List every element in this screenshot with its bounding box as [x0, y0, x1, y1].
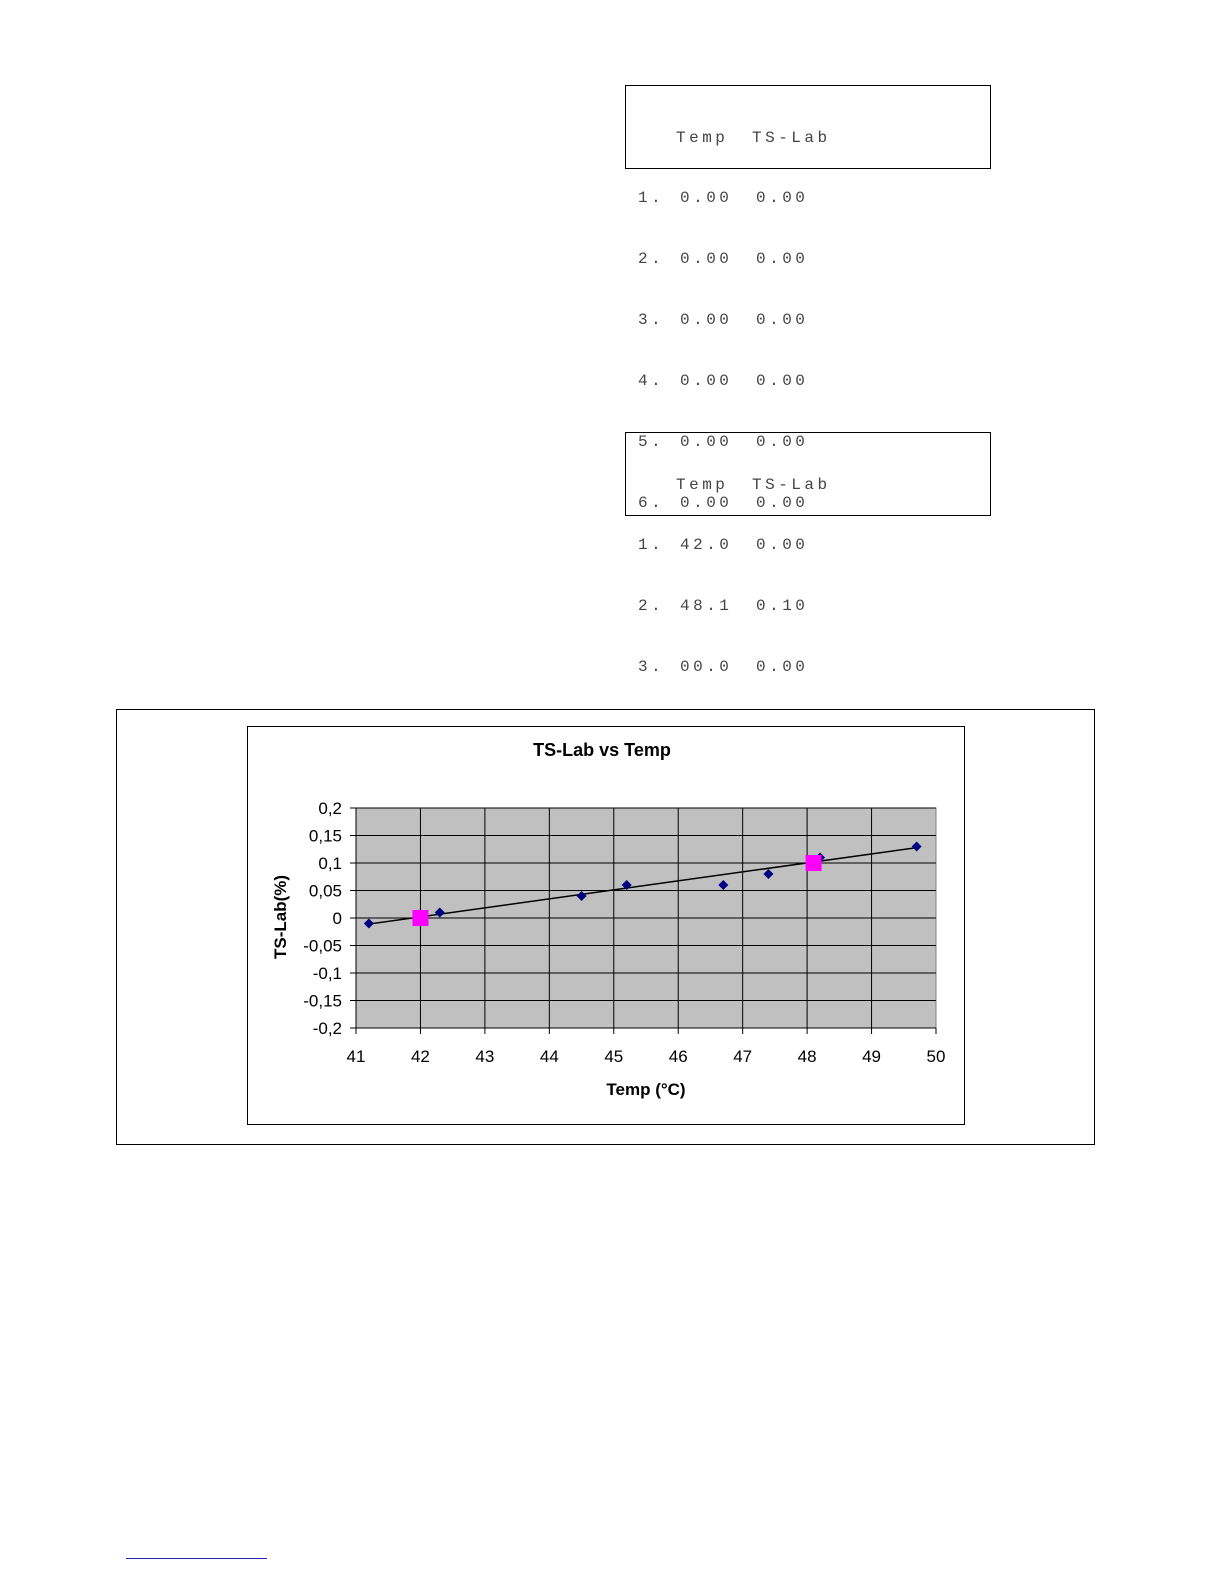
- temp-value: 0.00: [680, 311, 733, 330]
- ts-lab-value: 0.00: [756, 658, 809, 677]
- temp-value: 42.0: [680, 536, 733, 555]
- x-tick-label: 46: [668, 1047, 688, 1066]
- temp-value: 0.00: [680, 250, 733, 269]
- temp-column-header: Temp: [676, 128, 729, 147]
- square-point: [412, 910, 428, 926]
- y-tick-label: -0,2: [312, 1019, 342, 1038]
- y-tick-label: -0,1: [312, 964, 342, 983]
- square-point: [806, 855, 822, 871]
- x-axis-label: Temp (°C): [606, 1080, 686, 1099]
- ts-lab-column-header: TS-Lab: [752, 128, 831, 147]
- y-tick-label: 0,1: [318, 854, 342, 873]
- x-tick-label: 43: [475, 1047, 495, 1066]
- ts-lab-value: 0.00: [756, 250, 809, 269]
- x-tick-label: 50: [926, 1047, 946, 1066]
- ts-lab-value: 0.00: [756, 536, 809, 555]
- temp-value: 0.00: [680, 493, 733, 512]
- chart-title: TS-Lab vs Temp: [533, 740, 671, 760]
- ts-lab-value: 0.00: [756, 493, 809, 512]
- row-index: 4.: [638, 372, 665, 391]
- temp-column-header: Temp: [676, 475, 729, 494]
- row-index: 2.: [638, 597, 665, 616]
- x-tick-label: 49: [862, 1047, 882, 1066]
- ts-lab-value: 0.00: [756, 433, 809, 452]
- row-index: 1.: [638, 189, 665, 208]
- y-tick-label: 0,05: [308, 881, 342, 901]
- x-tick-label: 44: [539, 1047, 559, 1066]
- row-index: 3.: [638, 311, 665, 330]
- row-index: 5.: [638, 433, 665, 452]
- ts-lab-value: 0.00: [756, 372, 809, 391]
- row-index: 2.: [638, 250, 665, 269]
- temp-value: 48.1: [680, 597, 733, 616]
- x-tick-label: 42: [410, 1047, 430, 1066]
- y-tick-label: -0,05: [303, 936, 342, 956]
- ts-lab-column-header: TS-Lab: [752, 475, 831, 494]
- y-axis-label: TS-Lab(%): [271, 874, 290, 960]
- y-tick-label: 0,15: [308, 826, 342, 846]
- ts-lab-value: 0.10: [756, 597, 809, 616]
- x-tick-label: 45: [604, 1047, 624, 1066]
- ts-lab-value: 0.00: [756, 311, 809, 330]
- y-tick-label: -0,15: [303, 991, 342, 1011]
- x-tick-label: 41: [346, 1047, 366, 1066]
- row-index: 6.: [638, 493, 665, 512]
- x-tick-label: 47: [733, 1047, 753, 1066]
- row-index: 1.: [638, 536, 665, 555]
- temp-value: 00.0: [680, 658, 733, 677]
- y-tick-label: 0: [332, 909, 342, 928]
- temp-value: 0.00: [680, 189, 733, 208]
- footnote-separator: [126, 1558, 267, 1559]
- temp-value: 0.00: [680, 372, 733, 391]
- x-tick-label: 48: [797, 1047, 817, 1066]
- ts-lab-value: 0.00: [756, 189, 809, 208]
- temp-value: 0.00: [680, 433, 733, 452]
- y-tick-label: 0,2: [318, 799, 342, 818]
- row-index: 3.: [638, 658, 665, 677]
